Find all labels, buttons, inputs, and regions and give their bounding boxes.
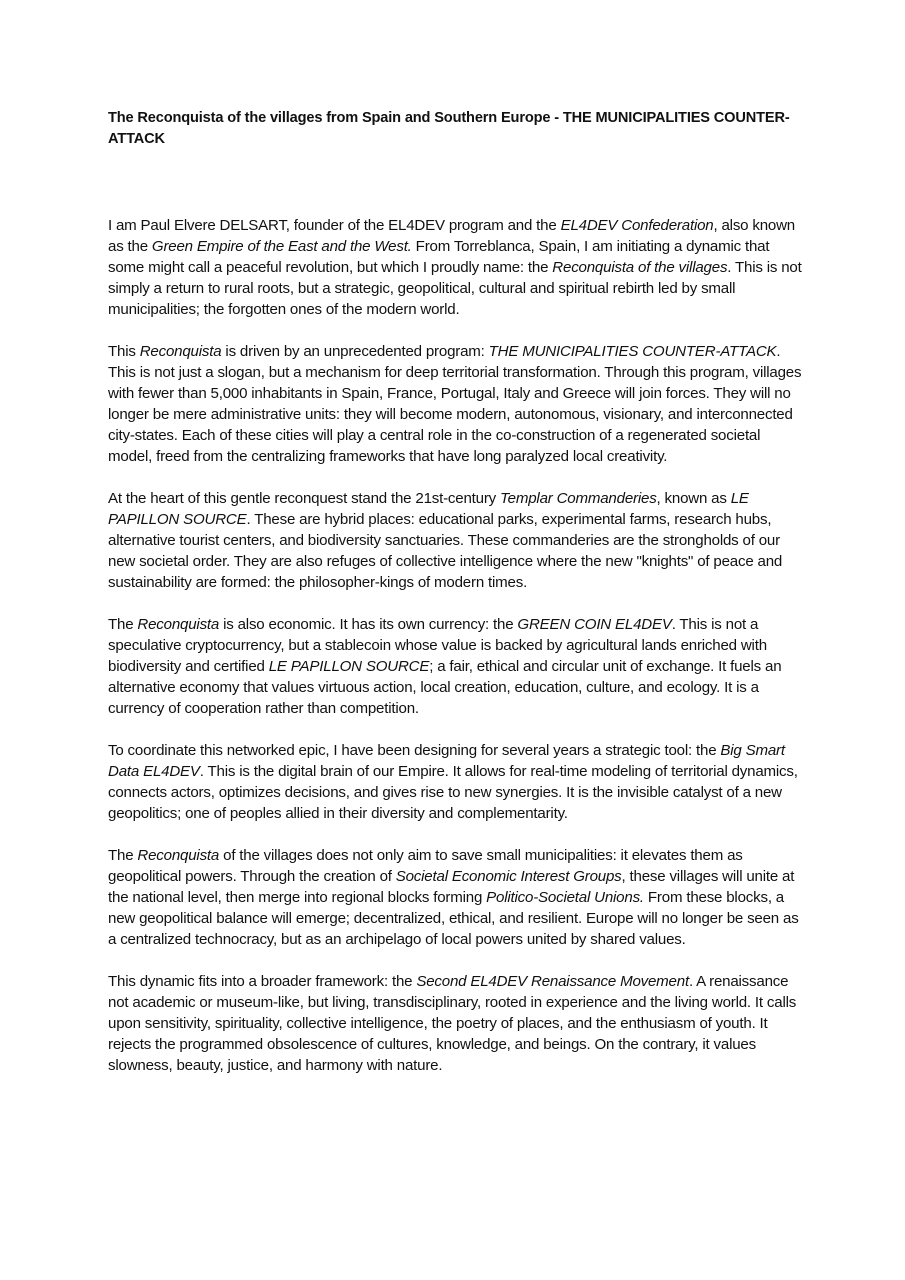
text-run: , these villages will unite at the national level, then merge into regional blocks forming bbox=[108, 868, 795, 906]
paragraph-1 bbox=[108, 215, 808, 320]
paragraph-6 bbox=[108, 845, 808, 950]
text-run: To coordinate this networked epic, I have been designing for several years a strategic tool: the bbox=[108, 742, 721, 759]
text-run: , known as bbox=[656, 490, 731, 507]
emphasis-text: Reconquista of the villages bbox=[552, 259, 728, 276]
emphasis-text: Reconquista bbox=[137, 847, 220, 864]
paragraph-2 bbox=[108, 341, 808, 467]
paragraph-4 bbox=[108, 614, 808, 719]
document-page bbox=[108, 108, 808, 1097]
emphasis-text: GREEN COIN EL4DEV bbox=[517, 616, 672, 633]
text-run: of the villages does not only aim to save small municipalities: it elevates them as geopolitical powers. Through the creation of bbox=[108, 847, 743, 885]
emphasis-text: Green Empire of the East and the West. bbox=[151, 238, 412, 255]
emphasis-text: Reconquista bbox=[139, 343, 222, 360]
emphasis-text: Politico-Societal Unions. bbox=[486, 889, 644, 906]
paragraph-3 bbox=[108, 488, 808, 593]
emphasis-text: Second EL4DEV Renaissance Movement bbox=[416, 973, 689, 990]
emphasis-text: Big Smart Data EL4DEV bbox=[108, 742, 785, 780]
text-run: This bbox=[108, 343, 140, 360]
document-title: The Reconquista of the villages from Spain and Southern Europe - THE MUNICIPALITIES COUNTER-ATTACK bbox=[108, 110, 790, 147]
emphasis-text: LE PAPILLON SOURCE bbox=[108, 490, 749, 528]
emphasis-text: Societal Economic Interest Groups bbox=[395, 868, 622, 885]
text-run: . This is not a speculative cryptocurrency, but a stablecoin whose value is backed by agricultural lands enriched with biodiversity and certified bbox=[108, 616, 767, 675]
text-run: . A renaissance not academic or museum-like, but living, transdisciplinary, rooted in experience and the living world. It calls upon sensitivity, spirituality, collective intelligence, the poetry of places, and the enthusiasm of youth. It rejects the programmed obsolescence of cultures, knowledge, and beings. On the contrary, it values slowness, beauty, justice, and harmony with nature. bbox=[108, 973, 797, 1074]
text-run: ; a fair, ethical and circular unit of exchange. It fuels an alternative economy that values virtuous action, local creation, education, culture, and ecology. It is a currency of cooperation rather than competition. bbox=[108, 658, 782, 717]
text-run: . This is not simply a return to rural roots, but a strategic, geopolitical, cultural and spiritual rebirth led by small municipalities; the forgotten ones of the modern world. bbox=[108, 259, 802, 318]
text-run: From these blocks, a new geopolitical balance will emerge; decentralized, ethical, and resilient. Europe will no longer be seen as a centralized technocracy, but as an archipelago of local powers united by shared values. bbox=[108, 889, 799, 948]
text-run: I am Paul Elvere DELSART, founder of the EL4DEV program and the bbox=[108, 217, 561, 234]
text-run: . These are hybrid places: educational parks, experimental farms, research hubs, alternative tourist centers, and biodiversity sanctuaries. These commanderies are the strongholds of our new societal order. They are also refuges of collective intelligence where the new "knights" of peace and sustainability are formed: the philosopher-kings of modern times. bbox=[108, 511, 783, 591]
paragraph-7 bbox=[108, 971, 808, 1076]
document-body bbox=[108, 215, 808, 1076]
text-run: is also economic. It has its own currency: the bbox=[219, 616, 518, 633]
emphasis-text: THE MUNICIPALITIES COUNTER-ATTACK bbox=[488, 343, 777, 360]
emphasis-text: EL4DEV Confederation bbox=[560, 217, 714, 234]
text-run: At the heart of this gentle reconquest stand the 21st-century bbox=[108, 490, 501, 507]
text-run: , also known as the bbox=[108, 217, 796, 255]
text-run: . This is not just a slogan, but a mechanism for deep territorial transformation. Through this program, villages with fewer than 5,000 inhabitants in Spain, France, Portugal, Italy and Greece will join forces. They will no longer be mere administrative units: they will become modern, autonomous, visionary, and interconnected city-states. Each of these cities will play a central role in the co-construction of a regenerated societal model, freed from the centralizing frameworks that have long paralyzed local creativity. bbox=[108, 343, 802, 465]
text-run: This dynamic fits into a broader framework: the bbox=[108, 973, 417, 990]
emphasis-text: Templar Commanderies bbox=[500, 490, 657, 507]
text-run: . This is the digital brain of our Empire. It allows for real-time modeling of territorial dynamics, connects actors, optimizes decisions, and gives rise to new synergies. It is the invisible catalyst of a new geopolitics; one of peoples allied in their diversity and complementarity. bbox=[108, 763, 798, 822]
text-run: is driven by an unprecedented program: bbox=[221, 343, 489, 360]
text-run: The bbox=[108, 616, 138, 633]
text-run: The bbox=[108, 847, 138, 864]
emphasis-text: Reconquista bbox=[137, 616, 220, 633]
text-run: From Torreblanca, Spain, I am initiating a dynamic that some might call a peaceful revolution, but which I proudly name: the bbox=[108, 238, 770, 276]
emphasis-text: LE PAPILLON SOURCE bbox=[268, 658, 430, 675]
paragraph-5 bbox=[108, 740, 808, 824]
